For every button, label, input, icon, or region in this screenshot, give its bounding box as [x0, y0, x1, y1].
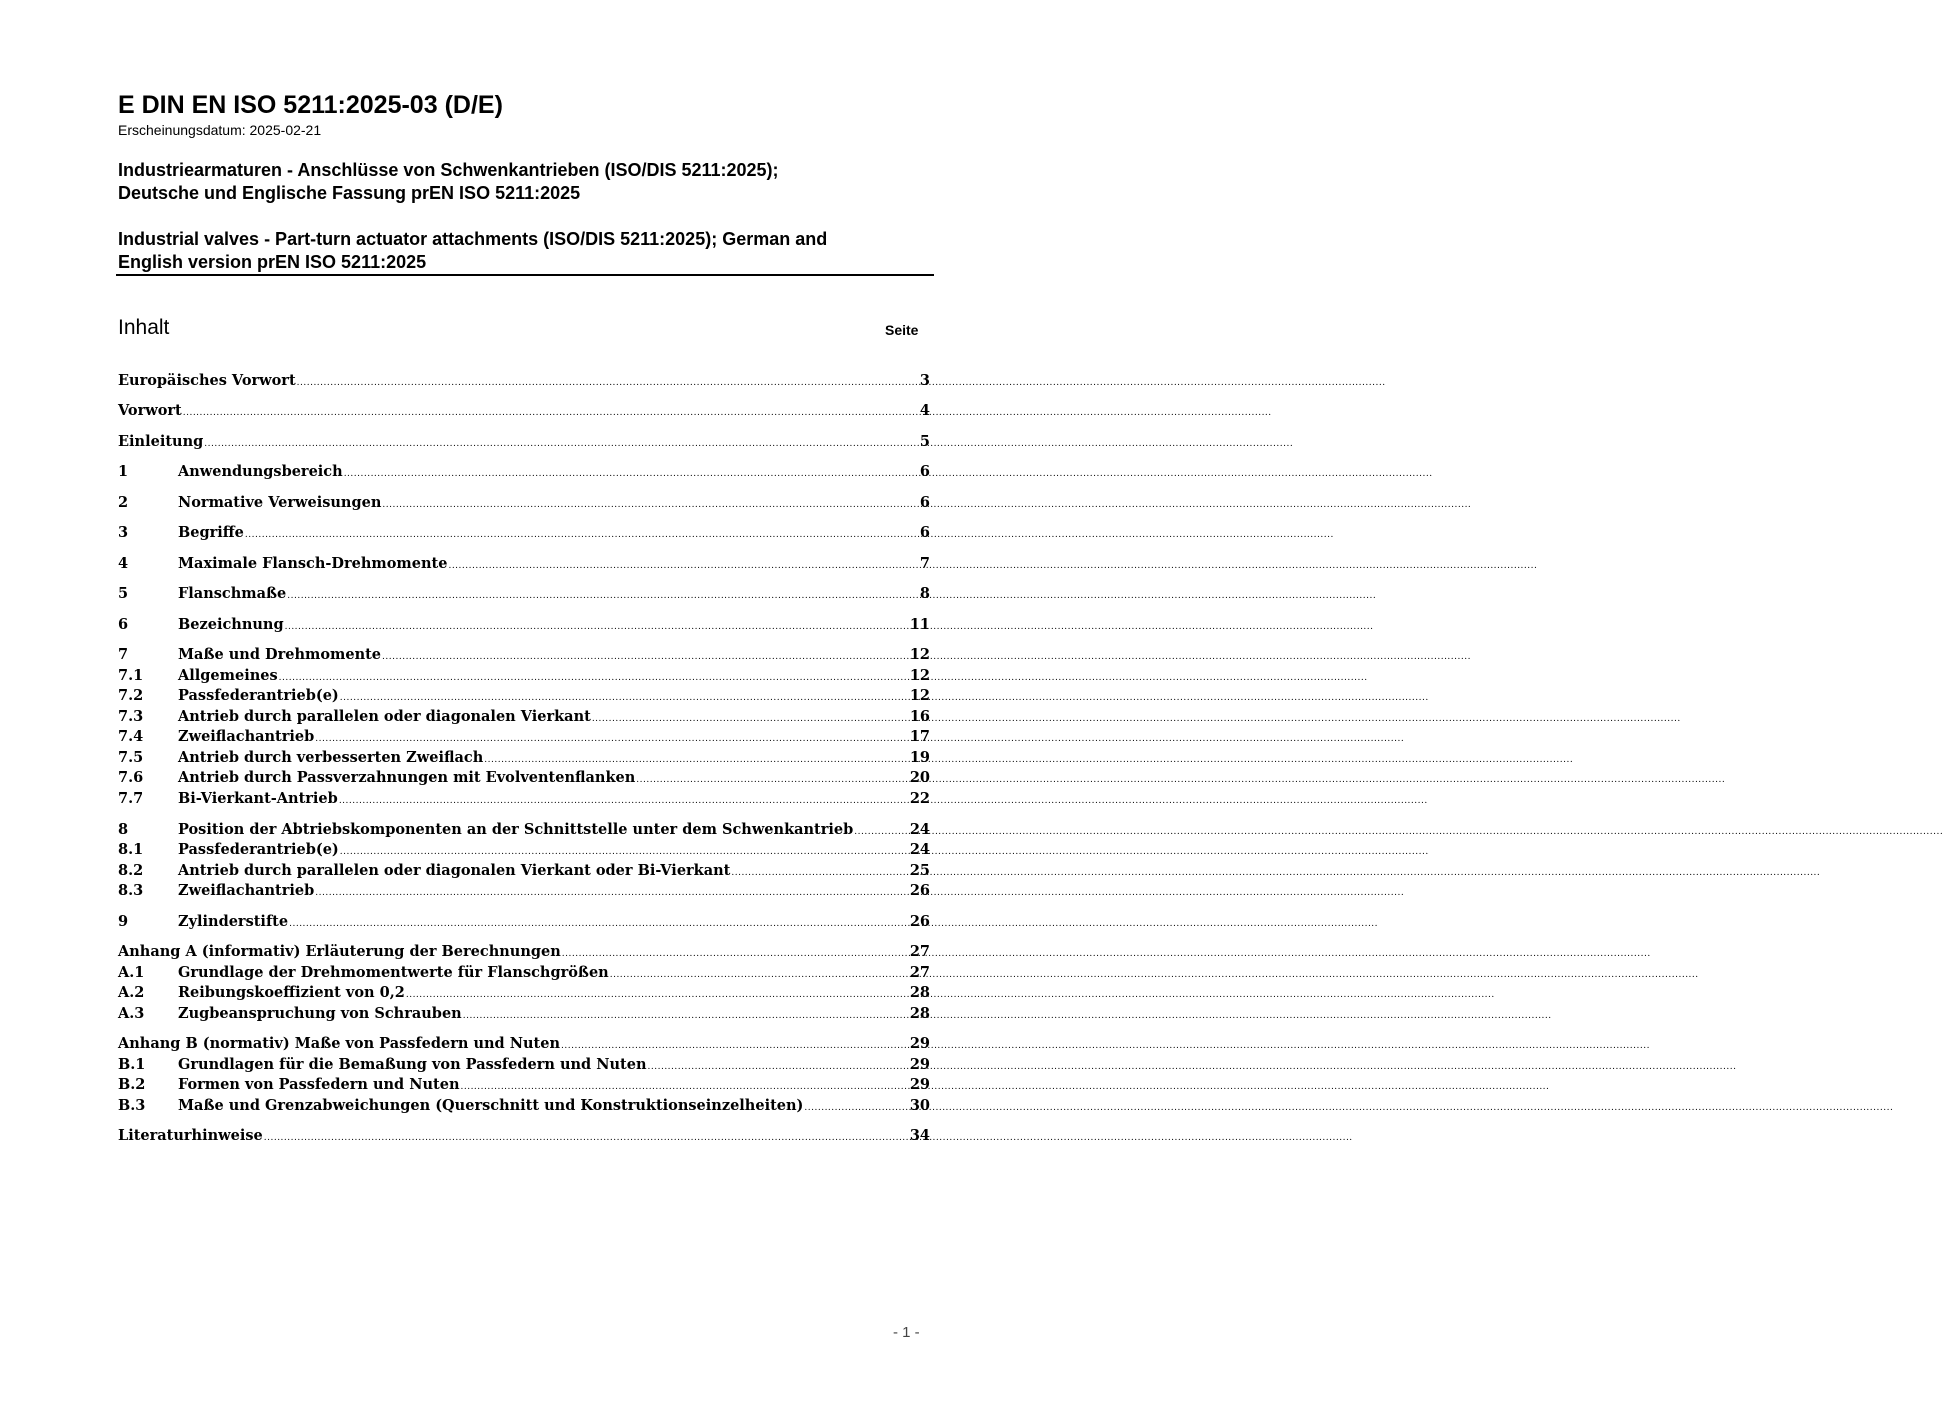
toc-entry-page: 24 — [909, 841, 930, 858]
toc-entry[interactable] — [118, 1055, 930, 1075]
toc-entry[interactable] — [118, 1034, 930, 1054]
toc-dot-leader — [339, 791, 908, 811]
toc-entry-page: 28 — [909, 984, 930, 1001]
toc-entry-number: A.2 — [118, 984, 145, 1001]
title-german — [118, 159, 918, 205]
toc-dot-leader — [648, 1057, 908, 1077]
toc-dot-leader — [382, 495, 918, 515]
publication-date: Erscheinungsdatum: 2025-02-21 — [118, 122, 322, 138]
toc-entry-title: Allgemeines — [178, 667, 278, 684]
toc-entry-number: A.3 — [118, 1005, 145, 1022]
toc-entry-number: 8 — [118, 821, 129, 838]
toc-entry[interactable] — [118, 820, 930, 840]
toc-entry-number: 7.3 — [118, 708, 144, 725]
toc-entry-title: Anwendungsbereich — [178, 463, 343, 480]
toc-entry-page: 11 — [909, 616, 930, 633]
toc-entry-number: 1 — [118, 463, 129, 480]
toc-entry-title: Maximale Flansch-Drehmomente — [178, 555, 448, 572]
toc-entry[interactable] — [118, 615, 930, 635]
toc-entry-title: Formen von Passfedern und Nuten — [178, 1076, 460, 1093]
toc-entry[interactable] — [118, 432, 930, 452]
toc-entry-title: Passfederantrieb(e) — [178, 841, 339, 858]
toc-entry[interactable] — [118, 789, 930, 809]
toc-entry-page: 27 — [909, 964, 930, 981]
toc-entry[interactable] — [118, 727, 930, 747]
toc-entry[interactable] — [118, 1075, 930, 1095]
toc-entry-page: 4 — [919, 402, 930, 419]
toc-entry-page: 12 — [909, 667, 930, 684]
toc-entry-number: 7.6 — [118, 769, 144, 786]
toc-entry-page: 25 — [909, 862, 930, 879]
toc-entry-title: Position der Abtriebskomponenten an der Schnittstelle unter dem Schwenkantrieb — [178, 821, 854, 838]
toc-dot-leader — [804, 1098, 907, 1118]
toc-entry-title: Bi-Vierkant-Antrieb — [178, 790, 338, 807]
toc-dot-leader — [344, 464, 918, 484]
toc-dot-leader — [592, 709, 908, 729]
toc-entry-title: Vorwort — [118, 402, 182, 419]
toc-entry[interactable] — [118, 666, 930, 686]
toc-dot-leader — [340, 842, 908, 862]
toc-entry[interactable] — [118, 942, 930, 962]
toc-dot-leader — [561, 1036, 908, 1056]
toc-entry-title: Passfederantrieb(e) — [178, 687, 339, 704]
toc-entry-page: 20 — [909, 769, 930, 786]
toc-entry-title: Bezeichnung — [178, 616, 284, 633]
toc-entry[interactable] — [118, 983, 930, 1003]
toc-entry[interactable] — [118, 493, 930, 513]
toc-entry-title: Einleitung — [118, 433, 204, 450]
toc-entry-page: 12 — [909, 687, 930, 704]
toc-entry-page: 26 — [909, 882, 930, 899]
toc-entry-page: 3 — [919, 372, 930, 389]
toc-entry-number: 8.3 — [118, 882, 144, 899]
toc-dot-leader — [636, 770, 908, 790]
title-divider — [116, 274, 934, 276]
toc-entry-page: 5 — [919, 433, 930, 450]
toc-entry-number: 8.2 — [118, 862, 144, 879]
toc-entry-title: Zweiflachantrieb — [178, 728, 315, 745]
toc-entry-number: 7.5 — [118, 749, 144, 766]
toc-heading: Inhalt — [118, 316, 170, 339]
toc-entry-number: 4 — [118, 555, 129, 572]
toc-dot-leader — [610, 965, 908, 985]
toc-dot-leader — [406, 985, 908, 1005]
toc-entry[interactable] — [118, 861, 930, 881]
toc-entry-title: Anhang B (normativ) Maße von Passfedern und Nuten — [118, 1035, 561, 1052]
toc-dot-leader — [562, 944, 908, 964]
toc-entry-page: 17 — [909, 728, 930, 745]
footer-page-number: - 1 - — [893, 1324, 920, 1341]
toc-entry-number: 3 — [118, 524, 129, 541]
toc-entry-number: B.1 — [118, 1056, 146, 1073]
toc-entry[interactable] — [118, 686, 930, 706]
toc-entry[interactable] — [118, 912, 930, 932]
toc-entry-page: 7 — [919, 555, 930, 572]
toc-entry[interactable] — [118, 748, 930, 768]
toc-entry[interactable] — [118, 1126, 930, 1146]
toc-dot-leader — [183, 403, 918, 423]
toc-entry-title: Zugbeanspruchung von Schrauben — [178, 1005, 462, 1022]
toc-entry-title: Begriffe — [178, 524, 244, 541]
toc-entry-title: Anhang A (informativ) Erläuterung der Berechnungen — [118, 943, 561, 960]
toc-entry-title: Reibungskoeffizient von 0,2 — [178, 984, 405, 1001]
toc-entry-number: 8.1 — [118, 841, 144, 858]
toc-entry-page: 34 — [909, 1127, 930, 1144]
toc-dot-leader — [289, 914, 908, 934]
toc-entry-number: 5 — [118, 585, 129, 602]
toc-entry-number: 7.4 — [118, 728, 144, 745]
toc-entry-page: 27 — [909, 943, 930, 960]
toc-entry[interactable] — [118, 963, 930, 983]
toc-entry-page: 28 — [909, 1005, 930, 1022]
toc-dot-leader — [264, 1128, 908, 1148]
toc-entry-title: Europäisches Vorwort — [118, 372, 296, 389]
toc-entry-page: 22 — [909, 790, 930, 807]
toc-dot-leader — [285, 617, 908, 637]
toc-entry-number: 9 — [118, 913, 129, 930]
title-german-line: Deutsche und Englische Fassung prEN ISO 5211:2025 — [118, 183, 581, 203]
toc-dot-leader — [204, 434, 918, 454]
toc-entry-number: 2 — [118, 494, 129, 511]
toc-dot-leader — [382, 647, 908, 667]
toc-entry-title: Antrieb durch parallelen oder diagonalen Vierkant — [178, 708, 591, 725]
toc-entry-page: 8 — [919, 585, 930, 602]
toc-entry-number: 7 — [118, 646, 129, 663]
toc-entry[interactable] — [118, 1004, 930, 1024]
toc-dot-leader — [448, 556, 917, 576]
toc-entry-number: 7.7 — [118, 790, 144, 807]
toc-entry[interactable] — [118, 462, 930, 482]
toc-entry[interactable] — [118, 707, 930, 727]
title-german-line: Industriearmaturen - Anschlüsse von Schwenkantrieben (ISO/DIS 5211:2025); — [118, 160, 779, 180]
toc-entry[interactable] — [118, 584, 930, 604]
toc-entry-number: A.1 — [118, 964, 145, 981]
toc-dot-leader — [484, 750, 908, 770]
toc-entry-title: Literaturhinweise — [118, 1127, 263, 1144]
toc-dot-leader — [315, 883, 908, 903]
toc-dot-leader — [297, 373, 918, 393]
toc-entry-page: 24 — [909, 821, 930, 838]
toc-entry-page: 30 — [909, 1097, 930, 1114]
toc-entry[interactable] — [118, 840, 930, 860]
toc-entry[interactable] — [118, 371, 930, 391]
toc-dot-leader — [340, 688, 908, 708]
toc-entry-title: Antrieb durch parallelen oder diagonalen Vierkant oder Bi-Vierkant — [178, 862, 731, 879]
toc-entry-number: B.3 — [118, 1097, 146, 1114]
toc-dot-leader — [854, 822, 908, 842]
toc-entry-title: Antrieb durch verbesserten Zweiflach — [178, 749, 484, 766]
toc-entry-page: 19 — [909, 749, 930, 766]
toc-dot-leader — [315, 729, 908, 749]
toc-entry-title: Grundlage der Drehmomentwerte für Flanschgrößen — [178, 964, 609, 981]
toc-dot-leader — [287, 586, 918, 606]
toc-entry[interactable] — [118, 1096, 930, 1116]
toc-entry[interactable] — [118, 523, 930, 543]
toc-entry-page: 16 — [909, 708, 930, 725]
toc-entry-number: 6 — [118, 616, 129, 633]
toc-entry-title: Normative Verweisungen — [178, 494, 382, 511]
toc-entry-page: 29 — [909, 1076, 930, 1093]
toc-entry[interactable] — [118, 554, 930, 574]
toc-entry-page: 6 — [919, 494, 930, 511]
toc-entry[interactable] — [118, 768, 930, 788]
toc-page-column-heading: Seite — [885, 322, 919, 338]
toc-entry-page: 26 — [909, 913, 930, 930]
toc-entry-title: Maße und Drehmomente — [178, 646, 382, 663]
toc-dot-leader — [463, 1006, 908, 1026]
toc-entry[interactable] — [118, 401, 930, 421]
toc-dot-leader — [245, 525, 918, 545]
toc-entry-title: Antrieb durch Passverzahnungen mit Evolventenflanken — [178, 769, 636, 786]
toc-entry-number: 7.1 — [118, 667, 144, 684]
title-english — [118, 228, 918, 274]
toc-entry-page: 29 — [909, 1056, 930, 1073]
toc-entry-number: 7.2 — [118, 687, 144, 704]
title-english-line: Industrial valves - Part-turn actuator attachments (ISO/DIS 5211:2025); German and — [118, 229, 828, 249]
toc-dot-leader — [460, 1077, 907, 1097]
toc-entry-page: 12 — [909, 646, 930, 663]
toc-entry-number: B.2 — [118, 1076, 146, 1093]
toc-dot-leader — [731, 863, 907, 883]
toc-entry-title: Flanschmaße — [178, 585, 287, 602]
toc-entry-title: Zweiflachantrieb — [178, 882, 315, 899]
toc-entry-page: 29 — [909, 1035, 930, 1052]
toc-entry-page: 6 — [919, 463, 930, 480]
document-id: E DIN EN ISO 5211:2025-03 (D/E) — [118, 91, 503, 119]
toc-dot-leader — [279, 668, 908, 688]
toc-entry[interactable] — [118, 881, 930, 901]
toc-entry[interactable] — [118, 645, 930, 665]
toc-entry-page: 6 — [919, 524, 930, 541]
toc-entry-title: Maße und Grenzabweichungen (Querschnitt und Konstruktionseinzelheiten) — [178, 1097, 804, 1114]
toc-entry-title: Zylinderstifte — [178, 913, 289, 930]
toc-entry-title: Grundlagen für die Bemaßung von Passfedern und Nuten — [178, 1056, 647, 1073]
title-english-line: English version prEN ISO 5211:2025 — [118, 252, 427, 272]
